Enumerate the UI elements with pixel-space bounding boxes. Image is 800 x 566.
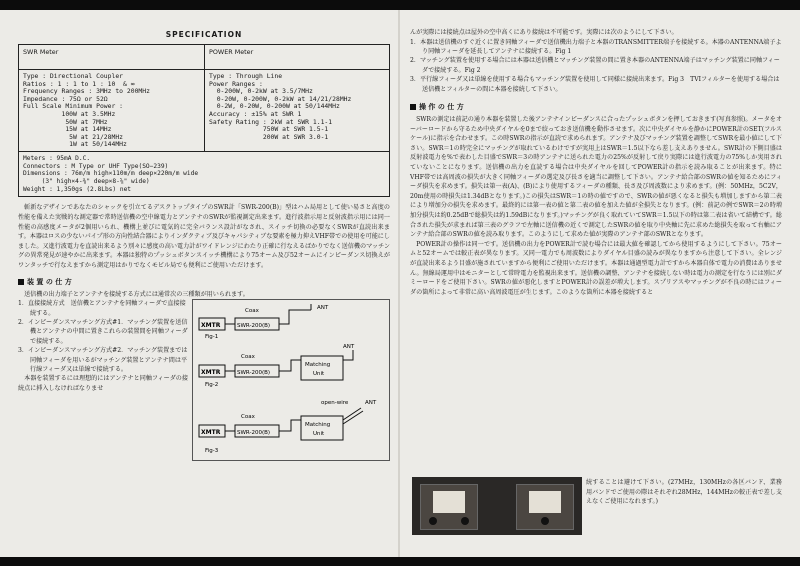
spec-general-line: (3" high×4-⅜" deep×8-⅝" wide) xyxy=(23,178,150,186)
spec-general-line: Meters : 95mA D.C. xyxy=(23,154,91,162)
meter-face xyxy=(433,491,465,513)
install-item: 2．インピーダンスマッチング方式#1．マッチング装置を送信機とアンテナの中間に置きこれらの装置間を同軸フィーダで接続する。 xyxy=(18,319,188,345)
unit-label-2: Unit xyxy=(313,371,325,378)
fig1-label: Fig-1 xyxy=(205,334,219,341)
connect-item: 3．平行線フィーダ又は単線を使用する場合もマッチング装置を使用して同様に接続出来ます。Fig 3 TVIフィルターを使用する場合は送信機とフィルターの間に本器を接続して下さい。 xyxy=(410,76,780,93)
meter-photo-1 xyxy=(420,484,478,530)
ant-label-3: ANT xyxy=(365,400,377,407)
xmtr-label-1: XMTR xyxy=(201,322,221,330)
fig3-label: Fig-3 xyxy=(205,448,219,455)
meter-face xyxy=(529,491,561,513)
install-list xyxy=(18,299,188,461)
connect-item: 2．マッチング装置を使用する場合には本器は送信機とマッチング装置の間に置き本器のANTENNA端子はマッチング装置に同軸フィーダで接続する。Fig 2 xyxy=(410,57,780,74)
connection-diagrams xyxy=(192,299,390,461)
power-spec-line: 0-200W, 0-2kW at 3.5/7MHz xyxy=(209,87,313,96)
ant-line-2 xyxy=(343,350,353,360)
operation-heading xyxy=(410,102,782,112)
right-column xyxy=(410,28,782,297)
install-note: 本器を装置するには理想的にはアンテナと同軸フィーダの接続点に挿入しなければなりませ xyxy=(18,375,188,393)
swr-spec-cell xyxy=(19,45,205,151)
install-item: 3．インピーダンスマッチング方式#2．マッチング装置までは同軸フィーダを用いるがマッチング装置とアンテナ間は平行線フィーダ又は単線で接続する。 xyxy=(18,347,188,374)
spec-general-line: Connectors : M Type or UHF Type(SO−239) xyxy=(23,162,169,170)
install-heading xyxy=(18,277,390,287)
swr-spec-line: 100W at 3.5MHz xyxy=(23,109,116,118)
power-spec-line: 750W at SWR 1.5-1 xyxy=(209,125,329,134)
coax-line-3 xyxy=(279,420,301,431)
xmtr-label-2: XMTR xyxy=(201,369,221,377)
continued-text: んが実際には接続点は屋外の空中高くにあり接続は不可能です。実際には次のようにして下さい。 xyxy=(410,29,678,36)
swr-spec-head: SWR Meter xyxy=(19,45,204,70)
left-column xyxy=(18,30,390,461)
coax-line-2 xyxy=(279,360,301,371)
matching-label-2: Matching xyxy=(305,362,331,369)
power-spec-cell xyxy=(205,45,389,151)
coax-label-1: Coax xyxy=(245,308,259,315)
swr-spec-line: Full Scale Minimum Power : xyxy=(23,102,124,111)
install-item: 1．直接接続方式 送信機とアンテナを同軸フィーダで直接接続する。 xyxy=(18,300,186,317)
swr-spec-line: Frequency Ranges : 3MHz to 200MHz xyxy=(23,87,150,96)
swr-spec-line: Impedance : 75Ω or 52Ω xyxy=(23,94,108,103)
install-intro: 送信機の出力端子とアンテナを接続する方式には通常次の三種類が用いられます。 xyxy=(24,290,249,298)
heading-mark-icon xyxy=(18,279,24,285)
knob-icon xyxy=(461,517,469,525)
swr-spec-line: 1W at 50/144MHz xyxy=(23,140,127,149)
heading-mark-icon xyxy=(410,104,416,110)
coax-line-1 xyxy=(279,310,311,324)
power-spec-line: 0-20W, 0-200W, 0-2kW at 14/21/28MHz xyxy=(209,94,352,103)
power-spec-line: Power Ranges : xyxy=(209,79,263,88)
spec-main-row xyxy=(19,45,389,151)
knob-icon xyxy=(541,517,549,525)
intro-paragraph: 斬新なデザインであなたのシャックを引立てるデスクトップタイプのSWR計「SWR-200(B)」型はハム局用として使い易さと高度の性能を備えた実戦的な測定器で常時送信機の空中線電力とアンテナのSWRが監視測定出来ます。進行波指示用と反射波指示用には同一性能の高感度メータが2個用いられ、機構上並びに電気的に完全バランス設計がなされ、スイッチ切換の必要なくSWRが直読出来ます。本器はロスの少ないパイプ形の方向性結合器によりインダクティブ及びキャパシティブな要素を極力抑えVHF帯での使用を可能にしました。又進行波電力を直読出来るよう別々に感度の高い電力計がワイドレンジにわたり正確に行なえるばかりでなく送信機のマッチングの異常発見が速やかに出来ます。本器は独特のプッシュボタンスイッチ機構により75オーム及び52オームにインピーダンス切換えがワンタッチで行なえますから測定用はかりでなくモビル局でも便利にご使用いただけます。 xyxy=(18,204,390,270)
operation-heading-text: 操 作 の 仕 方 xyxy=(419,103,464,112)
coax-label-2: Coax xyxy=(241,354,255,361)
swr-label-1: SWR-200(B) xyxy=(237,323,271,330)
product-photos xyxy=(412,477,582,535)
install-heading-text: 装 置 の 仕 方 xyxy=(27,277,72,286)
install-section xyxy=(18,299,390,461)
ant-label-1: ANT xyxy=(317,305,329,312)
meter-photo-2 xyxy=(516,484,574,530)
power-spec-line: Type : Through Line xyxy=(209,72,283,80)
spec-general-line: Dimensions : 76m/m high×110m/m deep×220m/m wide xyxy=(23,170,199,178)
matching-label-3: Matching xyxy=(305,422,331,429)
page-fold xyxy=(398,10,400,557)
fig2-label: Fig-2 xyxy=(205,382,219,389)
swr-spec-line: Ratios : 1 : 1 to 1 : 10 & ∞ xyxy=(23,79,135,88)
unit-label-3: Unit xyxy=(313,431,325,438)
swr-label-2: SWR-200(B) xyxy=(237,370,271,377)
coax-label-3: Coax xyxy=(241,414,255,421)
spec-table xyxy=(18,44,390,197)
connect-item: 1．本器は送信機のすぐ近くに置き同軸フィーダで送信機出力端子と本器のTRANSMITTER端子を接続する。本器のANTENNA端子より同軸フィーダを延長してアンテナに接続する。Fig 1 xyxy=(410,38,782,55)
operation-body: SWRの測定は前記の通り本器を装置した後アンテナインピーダンスに合ったプッシュボタンを押しておきます(写真参照)。メータをオーバーロードから守るため中央ダイヤルを0まで絞っておき送信機を動作させます。次に中央ダイヤルを静かにPOWER計のSET(フルスケール)に指示を合わせます。この時SWRの指示が直読で求められます。アンテナ及びマッチング装置を調整してSWRを最小値にして下さい。SWR＝1の時完全にマッチングが取れているわけですが実用上はSWR＝1.5以下なら差し支えありません。SWR計の下側目盛は反射波電力を%で表わした目盛でSWR＝3の時アンテナに送られた電力の25%が反射して戻り実際には進行波電力の75%しか実用されていないことになります。送信機の出力を直読する場合は中央ダイヤルを回してPOWER計の指示を読み取ることが出来ます。特にVHF帯では高周波の損失が大きく同軸フィーダの選定及び長さを適当に調整して下さい。アンテナ給合部のSWRの値を知るためにフィーダ損失を求めます。損失は第一表(A)、(B)により使用するフィーダの種類、長さ及び周波数により求めます。(例：50MHz，5C2V，20m使用の時損失は1.34dBとなります。)この損失はSWR＝1の時の値ですので、SWRの値が悪くなると損失も増加しますから第二表により増加分の損失を求めます。最終的には第一表の値と第二表の値を加えた値が全損失となります。(例：前記の例でSWR＝2の時増加分損失は約0.25dBで総損失は約1.59dBになります。)マッチングが良く取れていてSWR＝1.5以下の時は第二表は省いて結構です。総合された損失が求まれば第三表のグラフで左軸に送信機の近くで測定したSWRの値を取り中央軸に先に求めた総損失を取って右軸にアンテナ給合部のSWRの値を読み取ります。このようにして求めた値が実際のアンテナ部のSWRとなります。 xyxy=(410,116,782,239)
power-spec-head: POWER Meter xyxy=(205,45,389,70)
swr-spec-line: 50W at 7MHz xyxy=(23,117,108,126)
spec-general xyxy=(19,151,389,197)
knob-icon xyxy=(429,517,437,525)
spec-title: SPECIFICATION xyxy=(165,30,243,39)
swr-spec-line: Type : Directional Coupler xyxy=(23,72,124,80)
swr-spec-line: 15W at 14MHz xyxy=(23,125,112,134)
top-border xyxy=(0,0,800,10)
swr-label-3: SWR-200(B) xyxy=(237,430,271,437)
diagram-svg xyxy=(193,300,389,460)
photo-side-paragraph: 続することは避けて下さい。(27MHz，130MHzの各区バンド、業務用バンドでご使用の際はそれぞれ28MHz，144MHzの較正表で差し支えなくご使用になれます。) xyxy=(586,479,782,506)
photo-side-text xyxy=(586,478,782,507)
open-wire-label: open-wire xyxy=(321,400,349,407)
power-spec-line: 200W at SWR 3.0-1 xyxy=(209,132,329,141)
spec-general-line: Weight : 1,350gs (2.8Lbs) net xyxy=(23,185,132,193)
power-spec-line: Safety Rating : 2kW at SWR 1.1-1 xyxy=(209,117,333,126)
xmtr-label-3: XMTR xyxy=(201,429,221,437)
bottom-border xyxy=(0,557,800,566)
power-spec-line: Accuracy : ±15% at SWR 1 xyxy=(209,109,302,118)
ant-label-2: ANT xyxy=(343,344,355,351)
power-body: POWER計の操作は同一です。送信機の出力をPOWER計で読む場合には最大値を確認してから使用するようにして下さい。75オームと52オームでは較正表が異なります。又同一電力でも周波数によりダイヤル目盛の読みが異なりますから注意して下さい。全レンジが直読出来るよう目盛が施されていますから便利にご使用いただけます。本器は通過型電力計ですから本器自体で電力の消費はありません。無線局運用中はモニターとして常時電力を監視出来ます。送信機の調整、アンテナを接続しない時は電力の測定を行なうには別にダミーロードをご使用下さい。SWRの値が悪化しますとPOWER計の誤差が増大します。スプリアスやマッチングが不良の時にはフィーダの箇所によって非常に高い高周波電圧が生じます。このような箇所に本器を接続すると xyxy=(410,240,782,296)
swr-spec-line: 5W at 21/28MHz xyxy=(23,132,124,141)
power-spec-line: 0-2W, 0-20W, 0-200W at 50/144MHz xyxy=(209,102,340,111)
